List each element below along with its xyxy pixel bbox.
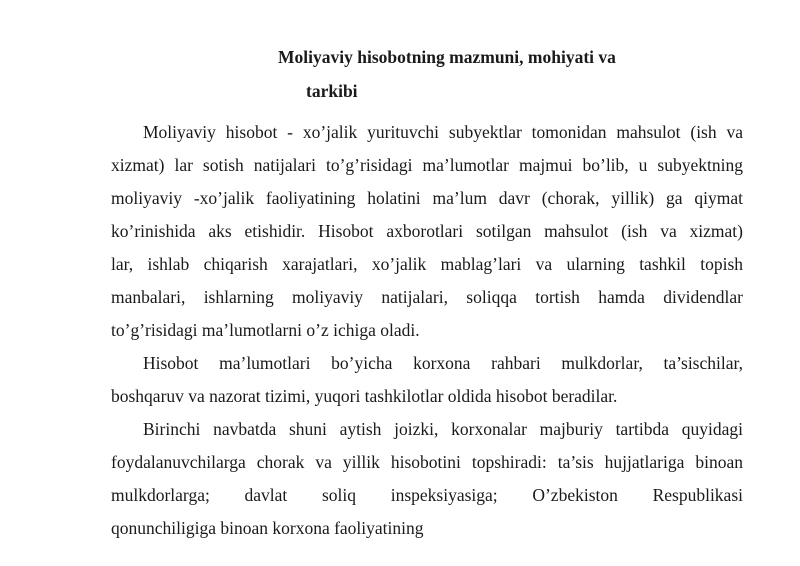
text-line: manbalari, ishlarning moliyaviy natijalari, soliqqa tortish hamda dividendlar <box>111 287 743 307</box>
text-line: foydalanuvchilarga chorak va yillik hisobotini topshiradi: ta’sis hujjatlariga binoan <box>111 452 743 472</box>
text-line: Moliyaviy hisobot - xo’jalik yurituvchi subyektlar tomonidan mahsulot (ish va <box>143 122 743 142</box>
text-line: boshqaruv va nazorat tizimi, yuqori tashkilotlar oldida hisobot beradilar. <box>111 386 618 406</box>
paragraph-3 <box>111 413 743 545</box>
text-line: xizmat) lar sotish natijalari to’g’risidagi ma’lumotlar majmui bo’lib, u subyektning <box>111 155 743 175</box>
document-body <box>111 116 743 545</box>
text-line: Hisobot ma’lumotlari bo’yicha korxona rahbari mulkdorlar, ta’sischilar, <box>143 353 743 373</box>
document-title <box>0 40 800 108</box>
text-line: moliyaviy -xo’jalik faoliyatining holatini ma’lum davr (chorak, yillik) ga qiymat <box>111 188 743 208</box>
paragraph-1 <box>111 116 743 347</box>
text-line: Birinchi navbatda shuni aytish joizki, korxonalar majburiy tartibda quyidagi <box>143 419 743 439</box>
text-line: qonunchiligiga binoan korxona faoliyatining <box>111 518 424 538</box>
text-line: lar, ishlab chiqarish xarajatlari, xo’jalik mablag’lari va ularning tashkil topish <box>111 254 743 274</box>
title-line-2: tarkibi <box>306 81 358 101</box>
title-line-1: Moliyaviy hisobotning mazmuni, mohiyati va <box>278 47 616 67</box>
text-line: ko’rinishida aks etishidir. Hisobot axborotlari sotilgan mahsulot (ish va xizmat) <box>111 221 743 241</box>
text-line: to’g’risidagi ma’lumotlarni o’z ichiga oladi. <box>111 320 420 340</box>
text-line: mulkdorlarga; davlat soliq inspeksiyasiga; O’zbekiston Respublikasi <box>111 485 743 505</box>
paragraph-2 <box>111 347 743 413</box>
